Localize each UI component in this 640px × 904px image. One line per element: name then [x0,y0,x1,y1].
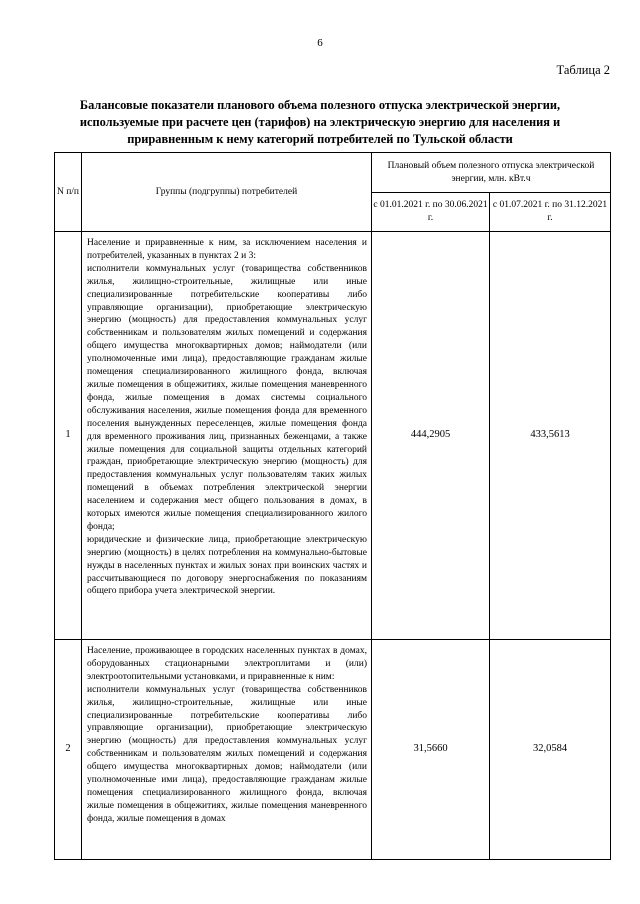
row-description [82,232,372,640]
table-row [55,232,611,640]
document-title: Балансовые показатели планового объема полезного отпуска электрической энергии, используемые при расчете цен (тарифов) на электрическую энергию для населения и приравненным к нему категорий потребителей по Тульской области [79,98,561,146]
header-planned-volume [372,153,611,193]
description-paragraph: исполнители коммунальных услуг (товарищества собственников жилья, жилищно-строительные, жилищные или иные специализированные потребительские кооперативы либо управляющие организации), приобретающие электрическую энергию (мощность) для предоставления коммунальных услуг собственникам и пользователям жилых помещений и содержания общего имущества многоквартирных домов; наймодатели (или уполномоченные ими лица), предоставляющие гражданам жилые помещения специализированного жилищного фонда, включая жилые помещения в общежитиях, жилые помещения маневренного фонда, жилые помещения в домах [87,684,367,824]
header-consumer-groups: Группы (подгруппы) потребителей [82,153,372,232]
row-description [82,640,372,860]
row-value-period-2: 32,0584 [490,640,611,860]
header-planned-volume-text: Плановый объем полезного отпуска электрической энергии, млн. кВт.ч [387,160,595,184]
description-paragraph: Население и приравненные к ним, за исключением населения и потребителей, указанных в пунктах 2 и 3: [87,238,367,261]
description-paragraph: исполнители коммунальных услуг (товарищества собственников жилья, жилищно-строительные, жилищные или иные специализированные потребительские кооперативы либо управляющие организации), приобретающие электрическую энергию (мощность) для предоставления коммунальных услуг собственникам и пользователям жилых помещений и содержания общего имущества многоквартирных домов; наймодатели (или уполномоченные ими лица), предоставляющие гражданам жилые помещения специализированного жилищного фонда, включая жилые помещения в общежитиях, жилые помещения маневренного фонда, жилые помещения в домах системы социального обслуживания населения, жилые помещения фонда для временного поселения вынужденных переселенцев, жилые помещения фонда для временного проживания лиц, признанных беженцами, а также жилые помещения для социальной защиты отдельных категорий граждан, приобретающие электрическую энергию (мощность) для предоставления коммунальных услуг пользователям таких жилых помещений в объемах потребления электрической энергии населением и содержания мест общего пользования в домах, в которых имеются жилые помещения специализированного жилого фонда; [87,263,367,532]
header-period-1: с 01.01.2021 г. по 30.06.2021 г. [372,193,490,232]
table-row [55,640,611,860]
row-value-period-1: 444,2905 [372,232,490,640]
table-label: Таблица 2 [556,63,610,77]
row-number: 1 [55,232,82,640]
header-number: N п/п [55,153,82,232]
header-period-2: с 01.07.2021 г. по 31.12.2021 г. [490,193,611,232]
description-paragraph: юридические и физические лица, приобретающие электрическую энергию (мощность) в целях потребления на коммунально-бытовые нужды в населенных пунктах и жилых зонах при воинских частях и рассчитывающиеся по договору энергоснабжения по показаниям общего прибора учета электрической энергии. [87,534,367,597]
row-value-period-2: 433,5613 [490,232,611,640]
table-header-row [55,153,611,193]
row-value-period-1: 31,5660 [372,640,490,860]
page-number: 6 [317,37,323,49]
balance-table [54,152,611,860]
description-paragraph: Население, проживающее в городских населенных пунктах в домах, оборудованных стационарными электроплитами и (или) электроотопительными установками, и приравненные к ним: [87,646,367,682]
row-number: 2 [55,640,82,860]
